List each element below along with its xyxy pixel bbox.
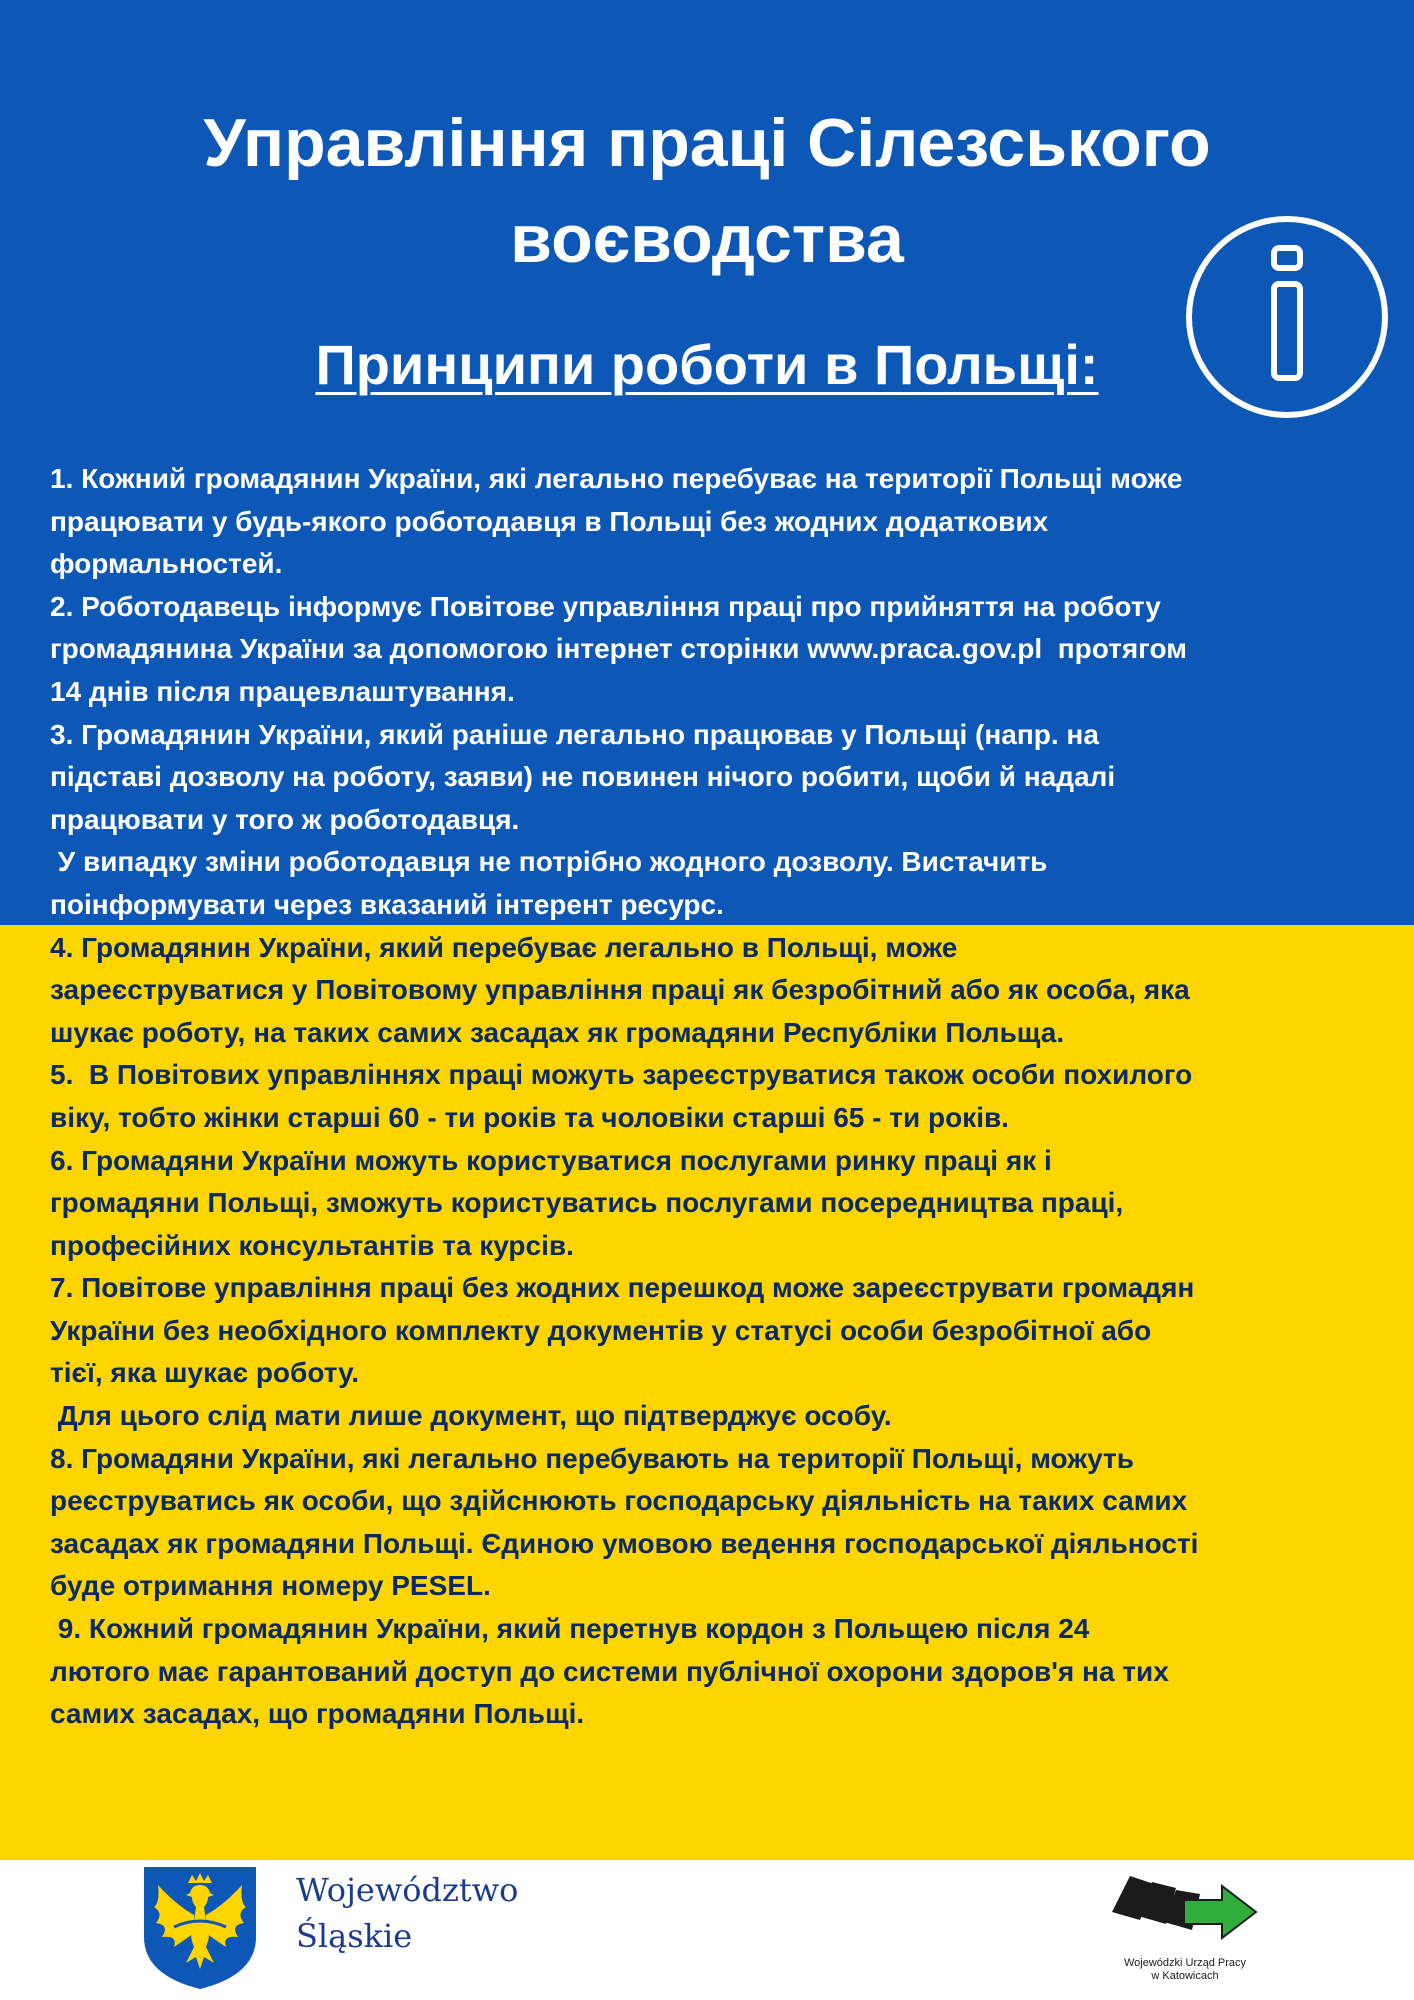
text-line: шукає роботу, на таких самих засадах як громадяни Республіки Польща. (50, 1016, 1065, 1048)
text-line: 6. Громадяни України можуть користуватися послугами ринку праці як і (50, 1144, 1052, 1176)
text-line: зареєструватися у Повітовому управління праці як безробітний або як особа, яка (50, 974, 1190, 1006)
text-line: 4. Громадянин України, який перебуває легально в Польщі, може (50, 931, 958, 963)
text-line: громадяни Польщі, зможуть користуватись послугами посередництва праці, (50, 1187, 1124, 1219)
arrow-logo-icon (1110, 1872, 1260, 1944)
logo-text-line-1: Województwo (296, 1871, 519, 1909)
page-subtitle: Принципи роботи в Польщі: (315, 333, 1099, 396)
text-line: 8. Громадяни України, які легально перебувають на території Польщі, можуть (50, 1442, 1134, 1474)
text-line: професійних консультантів та курсів. (50, 1229, 574, 1261)
text-line: працювати у будь-якого роботодавця в Польщі без жодних додаткових (50, 505, 1049, 537)
wup-logo-text (1090, 1957, 1280, 1983)
text-line: реєструватись як особи, що здійснюють господарську діяльність на таких самих (50, 1485, 1188, 1517)
text-line: працювати у того ж роботодавця. (50, 803, 520, 835)
text-line: України без необхідного комплекту документів у статусі особи безробітної або (50, 1314, 1152, 1346)
text-line: тієї, яка шукає роботу. (50, 1357, 360, 1389)
title-line-1: Управління праці Сілезського (203, 105, 1211, 181)
wup-text-line-1: Wojewódzki Urząd Pracy (1123, 1957, 1247, 1969)
text-line: формальностей. (50, 548, 283, 580)
wup-text-line-2: w Katowicach (1151, 1970, 1219, 1982)
text-line: підставі дозволу на роботу, заяви) не повинен нічого робити, щоби й надалі (50, 761, 1116, 793)
text-line: 9. Кожний громадянин України, який перетнув кордон з Польщею після 24 (50, 1613, 1090, 1645)
text-line: У випадку зміни роботодавця не потрібно жодного дозволу. Вистачить (50, 846, 1048, 878)
text-line: засадах як громадяни Польщі. Єдиною умовою ведення господарської діяльності (50, 1527, 1199, 1559)
page-title (60, 95, 1354, 287)
principles-list (50, 458, 1390, 1736)
text-line: 14 днів після працевлаштування. (50, 675, 515, 707)
text-line: 3. Громадянин України, який раніше легально працював у Польщі (напр. на (50, 718, 1099, 750)
text-line: лютого має гарантований доступ до системи публічної охорони здоров'я на тих (50, 1655, 1169, 1687)
text-line: 2. Роботодавець інформує Повітове управління праці про прийняття на роботу (50, 590, 1161, 622)
info-icon (1182, 212, 1392, 422)
text-line: громадянина України за допомогою інтернет сторінки www.praca.gov.pl протягом (50, 633, 1187, 665)
text-line: поінформувати через вказаний інтерент ресурс. (50, 888, 724, 920)
text-line: Для цього слід мати лише документ, що підтверджує особу. (50, 1400, 892, 1432)
text-line: 5. В Повітових управліннях праці можуть зареєструватися також особи похилого (50, 1059, 1193, 1091)
text-line: віку, тобто жінки старші 60 - ти років та чоловіки старші 65 - ти років. (50, 1101, 1009, 1133)
text-line: 7. Повітове управління праці без жодних перешкод може зареєструвати громадян (50, 1272, 1195, 1304)
eagle-coat-of-arms-icon (140, 1863, 260, 1991)
text-line: буде отримання номеру PESEL. (50, 1570, 491, 1602)
text-line: самих засадах, що громадяни Польщі. (50, 1698, 585, 1730)
title-line-2: воєводства (510, 201, 904, 277)
text-line: 1. Кожний громадянин України, які легально перебуває на території Польщі може (50, 463, 1183, 494)
logo-text-line-2: Śląskie (296, 1917, 413, 1955)
wojewodztwo-slaskie-logo-text (296, 1867, 518, 1959)
